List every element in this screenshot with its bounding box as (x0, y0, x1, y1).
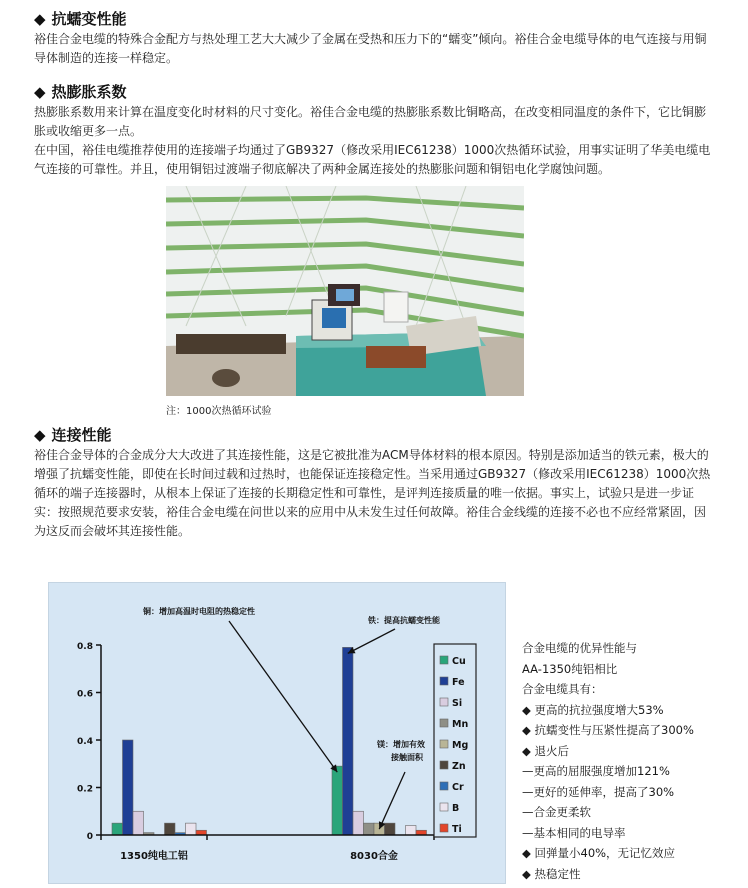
legend-swatch-zn (440, 761, 448, 769)
chart-legend (434, 644, 476, 837)
thermal-expansion-paragraph-1: 热膨胀系数用来计算在温度变化时材料的尺寸变化。裕佳合金电缆的热膨胀系数比铜略高，在改变相同温度的条件下，它比铜膨胀或收缩更多一点。 (34, 105, 707, 138)
annotation-label: 铁：提高抗蠕变性能 (368, 616, 440, 625)
photo-caption: 注：1000次热循环试验 (166, 406, 272, 417)
legend-label-b: B (452, 803, 460, 814)
legend-swatch-cr (440, 782, 448, 790)
x-category-label: 1350纯电工铝 (120, 851, 188, 862)
legend-label-si: Si (452, 698, 463, 709)
legend-swatch-ti (440, 824, 448, 832)
bar-cu (332, 766, 343, 835)
legend-label-ti: Ti (452, 824, 462, 835)
y-tick-label: 0 (86, 832, 93, 842)
section-title-text: 热膨胀系数 (51, 83, 127, 101)
diamond-bullet-icon: ◆ (34, 83, 46, 101)
annotation-arrow-line (348, 629, 395, 653)
sidebar-line: 合金电缆的优异性能与 (522, 641, 637, 655)
bar-zn (165, 823, 176, 835)
section-title-text: 连接性能 (51, 426, 112, 444)
creep-paragraph: 裕佳合金电缆的特殊合金配方与热处理工艺大大减少了金属在受热和压力下的“蠕变”倾向。裕佳合金电缆导体的电气连接与用铜导体制造的连接一样稳定。 (34, 32, 707, 65)
sidebar-line: ◆ 抗蠕变性与压紧性提高了300% (522, 723, 694, 737)
photo-illustration (166, 186, 524, 396)
thermal-expansion-paragraph-2: 在中国，裕佳电缆推荐使用的连接端子均通过了GB9327（修改采用IEC61238）1000次热循环试验，用事实证明了华美电缆电气连接的可靠性。并且，使用铜铝过渡端子彻底解决了两种金属连接处的热膨胀问题和铜铝电化学腐蚀问题。 (34, 143, 711, 176)
legend-swatch-mg (440, 740, 448, 748)
y-tick-label: 0.6 (77, 689, 93, 700)
legend-label-fe: Fe (452, 677, 465, 688)
annotation-label: 接触面积 (391, 753, 423, 762)
sidebar-line: 合金电缆具有： (522, 682, 603, 696)
y-tick-label: 0.8 (77, 642, 93, 652)
legend-label-zn: Zn (452, 761, 466, 772)
sidebar-line: —基本相同的电导率 (522, 825, 626, 840)
sidebar-line: ◆ 更高的抗拉强度增大53% (522, 702, 664, 717)
legend-label-mg: Mg (452, 740, 469, 751)
sidebar-line: ◆ 退火后 (522, 743, 569, 758)
annotation-arrow-line (229, 621, 337, 772)
x-category-label: 8030合金 (350, 851, 398, 862)
bar-fe (123, 740, 134, 835)
sidebar-line: —更高的屈服强度增加121% (522, 764, 670, 778)
y-axis (77, 642, 101, 842)
sidebar-line: ◆ 回弹量小40%，无记忆效应 (522, 846, 676, 860)
bar-si (133, 811, 144, 835)
legend-label-cr: Cr (452, 782, 464, 793)
diamond-bullet-icon: ◆ (34, 10, 46, 28)
bar-mn (364, 823, 375, 835)
bar-cu (112, 823, 123, 835)
legend-swatch-si (440, 698, 448, 706)
sidebar-line: ◆ 热稳定性 (522, 866, 581, 881)
alloy-composition-chart (48, 582, 506, 884)
annotation-arrow-line (379, 772, 405, 829)
legend-label-mn: Mn (452, 719, 469, 730)
chart-svg (49, 583, 505, 883)
bar-b (186, 823, 197, 835)
connection-paragraph: 裕佳合金导体的合金成分大大改进了其连接性能，这是它被批准为ACM导体材料的根本原因。特别是添加适当的铁元素，极大的增强了抗蠕变性能，即使在长时间过载和过热时，也能保证连接稳定性。当采用通过GB9327（修改采用IEC61238）1000次热循环的端子连接器时，从根本上保证了连接的长期稳定性和可靠性，是评判连接质量的唯一依据。事实上，试验只是进一步证实：按照规范要求安装，裕佳合金电缆在问世以来的应用中从未发生过任何故障。裕佳合金线缆的连接不必也不应经常紧固，因为这反而会破坏其连接性能。 (34, 448, 711, 538)
legend-swatch-mn (440, 719, 448, 727)
diamond-bullet-icon: ◆ (34, 426, 46, 444)
sidebar-line: —合金更柔软 (522, 805, 591, 819)
annotations-group (142, 606, 440, 829)
bar-b (406, 826, 417, 836)
legend-swatch-b (440, 803, 448, 811)
bar-fe (343, 647, 354, 835)
y-tick-label: 0.2 (77, 784, 93, 795)
legend-swatch-fe (440, 677, 448, 685)
bar-si (353, 811, 364, 835)
sidebar-line: —更好的延伸率，提高了30% (522, 784, 675, 799)
x-axis (101, 835, 434, 862)
section-title-text: 抗蠕变性能 (51, 10, 127, 28)
advantages-sidebar (522, 638, 694, 884)
annotation-label: 铜：增加高温时电阻的热稳定性 (143, 607, 255, 616)
legend-label-cu: Cu (452, 656, 466, 667)
section-title-connection (34, 424, 112, 445)
sidebar-line: AA-1350纯铝相比 (522, 661, 618, 676)
y-tick-label: 0.4 (77, 737, 93, 747)
thermal-cycle-test-photo (166, 186, 524, 396)
legend-swatch-cu (440, 656, 448, 664)
section-title-creep (34, 8, 127, 29)
section-title-thermal-expansion (34, 81, 127, 102)
annotation-label: 镁：增加有效 (377, 740, 425, 749)
bar-zn (385, 823, 396, 835)
